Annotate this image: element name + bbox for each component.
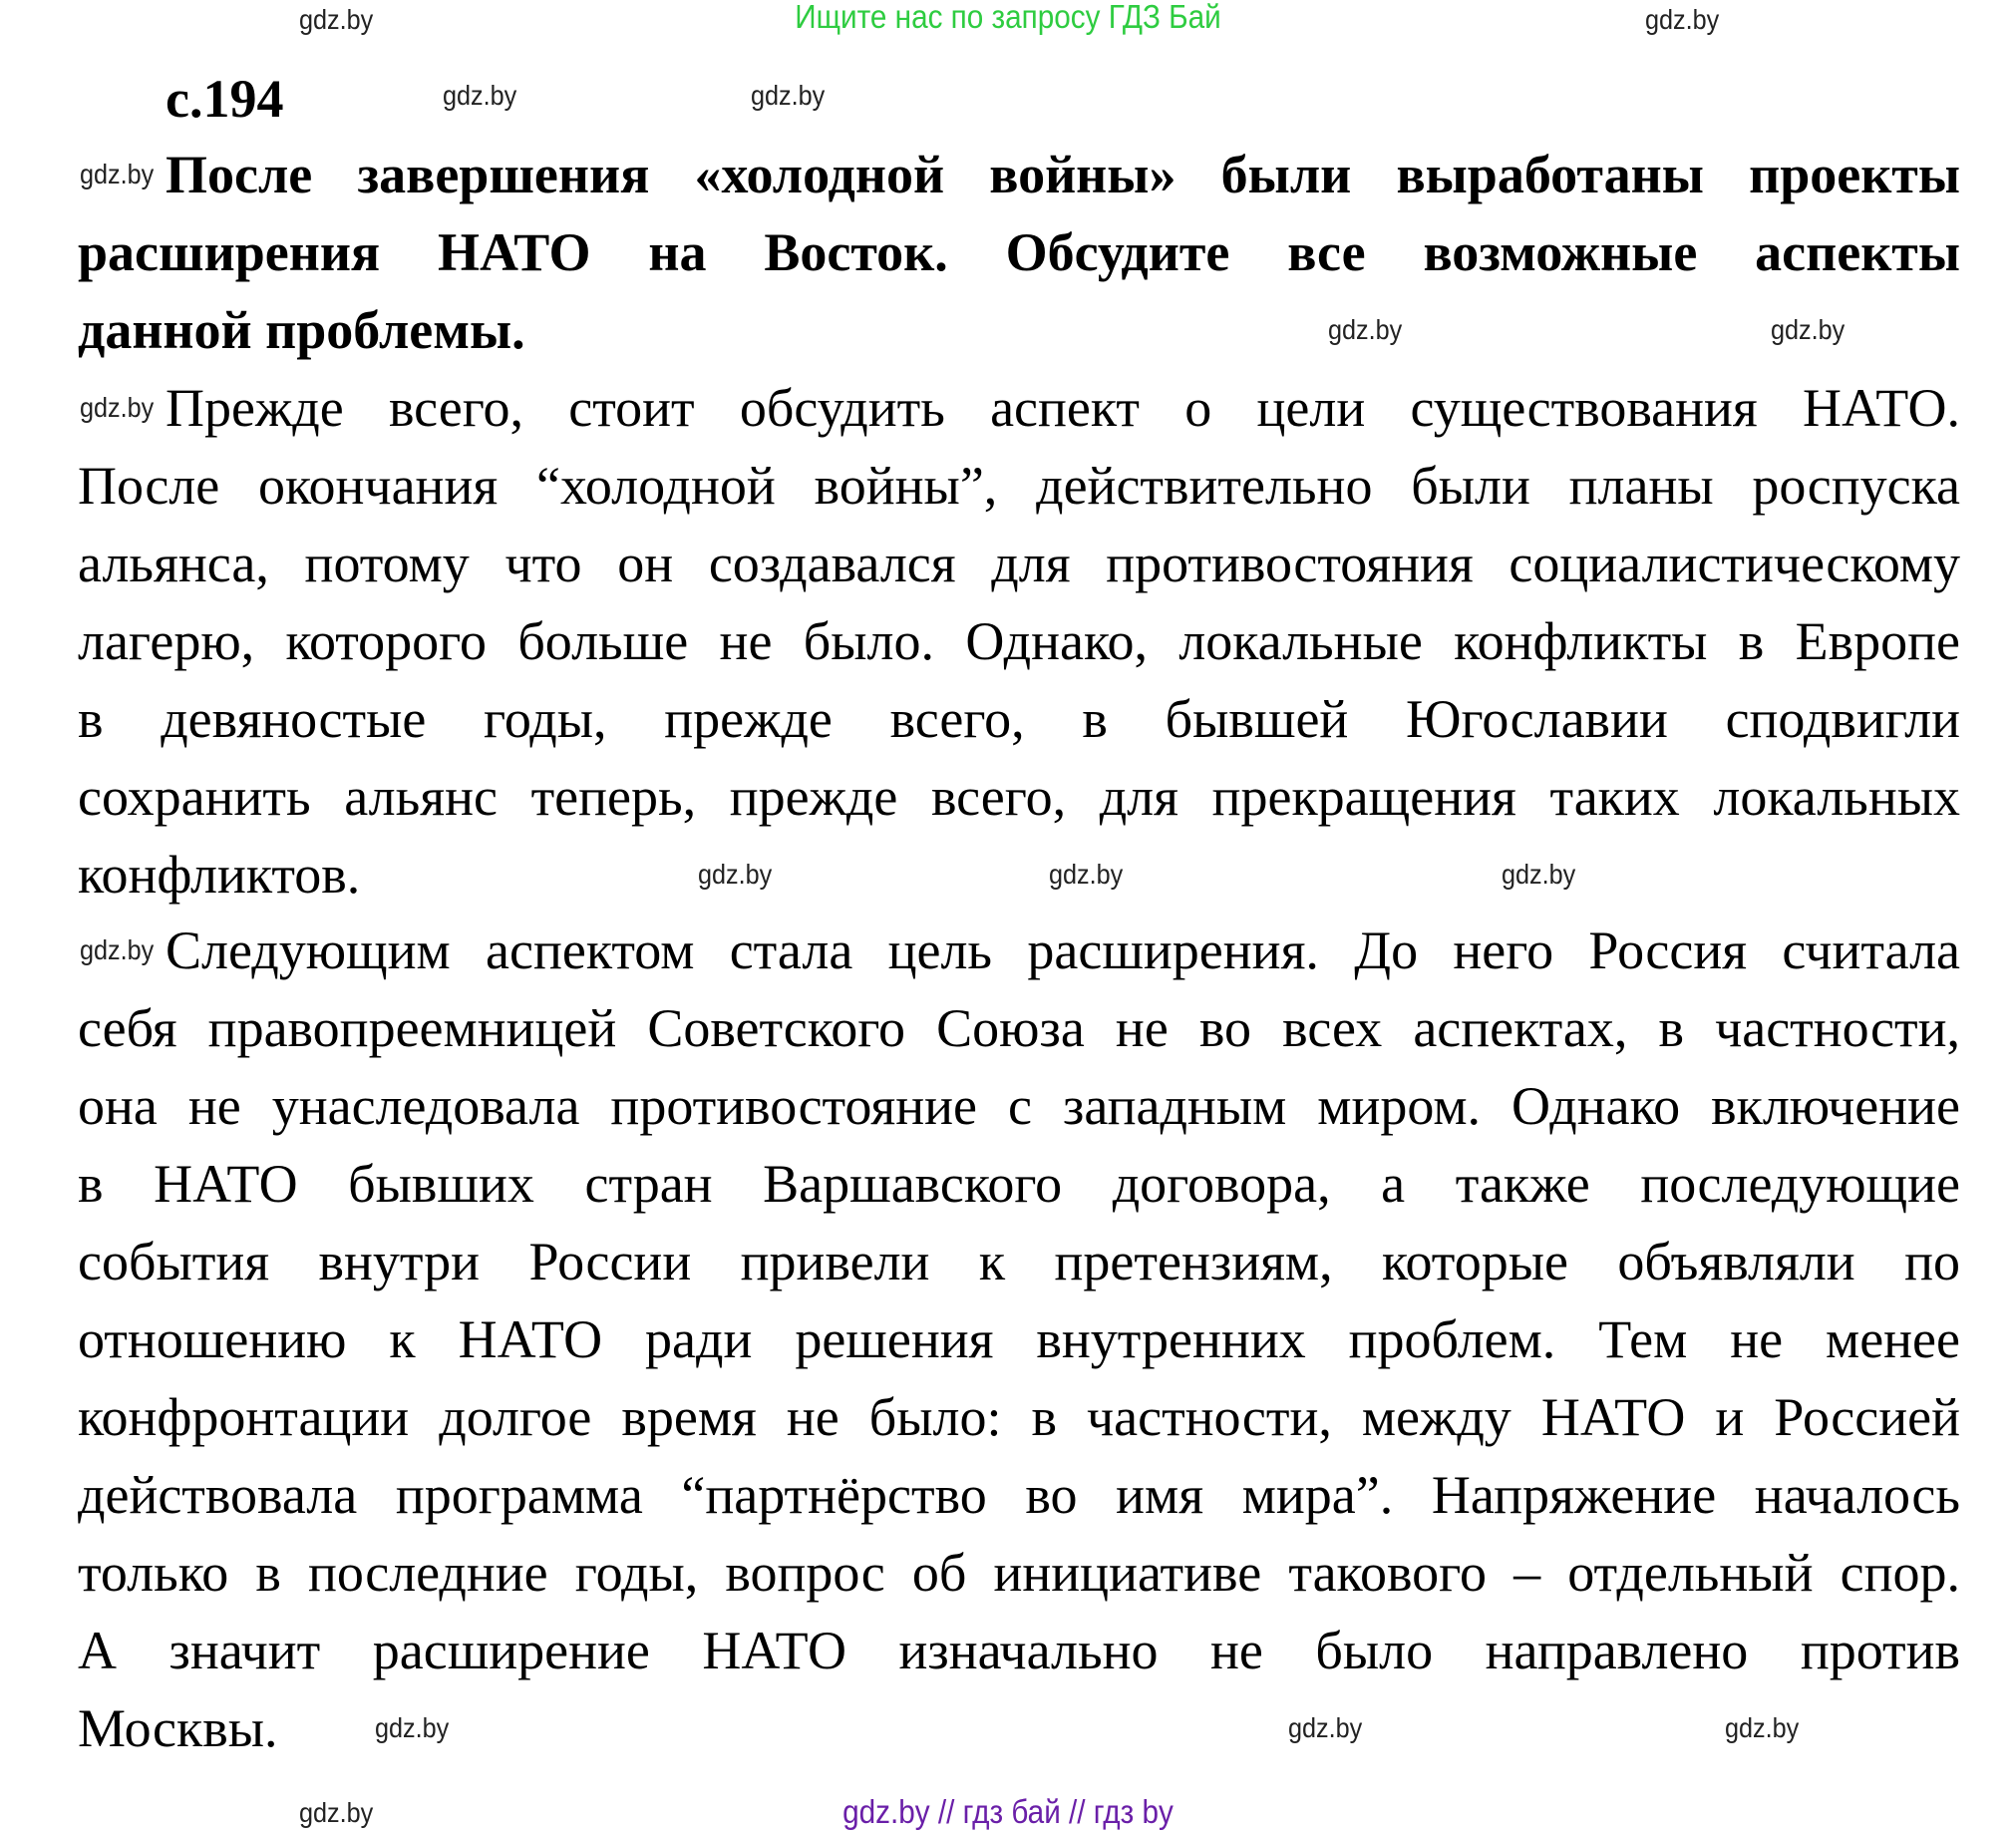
watermark: gdz.by bbox=[443, 80, 517, 111]
paragraph-line: события внутри России привели к претензиям, которые объявляли по bbox=[78, 1232, 1960, 1291]
watermark: gdz.by bbox=[1502, 859, 1576, 890]
watermark: gdz.by bbox=[80, 159, 155, 189]
watermark: gdz.by bbox=[299, 4, 374, 35]
paragraph-line: действовала программа “партнёрство во имя мира”. Напряжение началось bbox=[78, 1465, 1960, 1525]
paragraph-line: в НАТО бывших стран Варшавского договора, а также последующие bbox=[78, 1154, 1960, 1214]
paragraph-line: После окончания “холодной войны”, действительно были планы роспуска bbox=[78, 456, 1960, 516]
watermark: gdz.by bbox=[1288, 1712, 1363, 1743]
question-line: расширения НАТО на Восток. Обсудите все возможные аспекты bbox=[78, 222, 1960, 282]
paragraph-line: альянса, потому что он создавался для противостояния социалистическому bbox=[78, 534, 1960, 593]
paragraph-line: лагерю, которого больше не было. Однако, локальные конфликты в Европе bbox=[78, 611, 1960, 671]
watermark: gdz.by bbox=[751, 80, 826, 111]
watermark: gdz.by bbox=[1725, 1712, 1800, 1743]
watermark: gdz.by bbox=[80, 392, 155, 423]
search-banner: Ищите нас по запросу ГДЗ Бай bbox=[795, 0, 1221, 35]
question-line: После завершения «холодной войны» были выработаны проекты bbox=[166, 145, 1960, 204]
question-line: данной проблемы. bbox=[78, 300, 525, 360]
watermark: gdz.by bbox=[1771, 314, 1846, 345]
paragraph-line: Следующим аспектом стала цель расширения. До него Россия считала bbox=[166, 920, 1960, 980]
paragraph-line: Прежде всего, стоит обсудить аспект о цели существования НАТО. bbox=[166, 378, 1960, 438]
paragraph-line: сохранить альянс теперь, прежде всего, для прекращения таких локальных bbox=[78, 767, 1960, 827]
watermark: gdz.by bbox=[80, 934, 155, 965]
paragraph-line: конфронтации долгое время не было: в частности, между НАТО и Россией bbox=[78, 1387, 1960, 1447]
paragraph-line: себя правопреемницей Советского Союза не во всех аспектах, в частности, bbox=[78, 998, 1960, 1058]
paragraph-line: только в последние годы, вопрос об инициативе такового – отдельный спор. bbox=[78, 1543, 1960, 1603]
watermark: gdz.by bbox=[1328, 314, 1403, 345]
paragraph-line: А значит расширение НАТО изначально не было направлено против bbox=[78, 1621, 1960, 1680]
watermark: gdz.by bbox=[698, 859, 773, 890]
paragraph-line: в девяностые годы, прежде всего, в бывшей Югославии сподвигли bbox=[78, 689, 1960, 749]
watermark: gdz.by bbox=[375, 1712, 450, 1743]
page-label: с.194 bbox=[166, 69, 284, 129]
paragraph-line: конфликтов. bbox=[78, 845, 361, 905]
watermark: gdz.by bbox=[1645, 4, 1720, 35]
paragraph-line: Москвы. bbox=[78, 1698, 278, 1758]
watermark: gdz.by bbox=[299, 1797, 374, 1828]
paragraph-line: отношению к НАТО ради решения внутренних проблем. Тем не менее bbox=[78, 1309, 1960, 1369]
footer-links[interactable]: gdz.by // гдз бай // гдз by bbox=[842, 1793, 1174, 1830]
paragraph-line: она не унаследовала противостояние с западным миром. Однако включение bbox=[78, 1076, 1960, 1136]
watermark: gdz.by bbox=[1049, 859, 1124, 890]
